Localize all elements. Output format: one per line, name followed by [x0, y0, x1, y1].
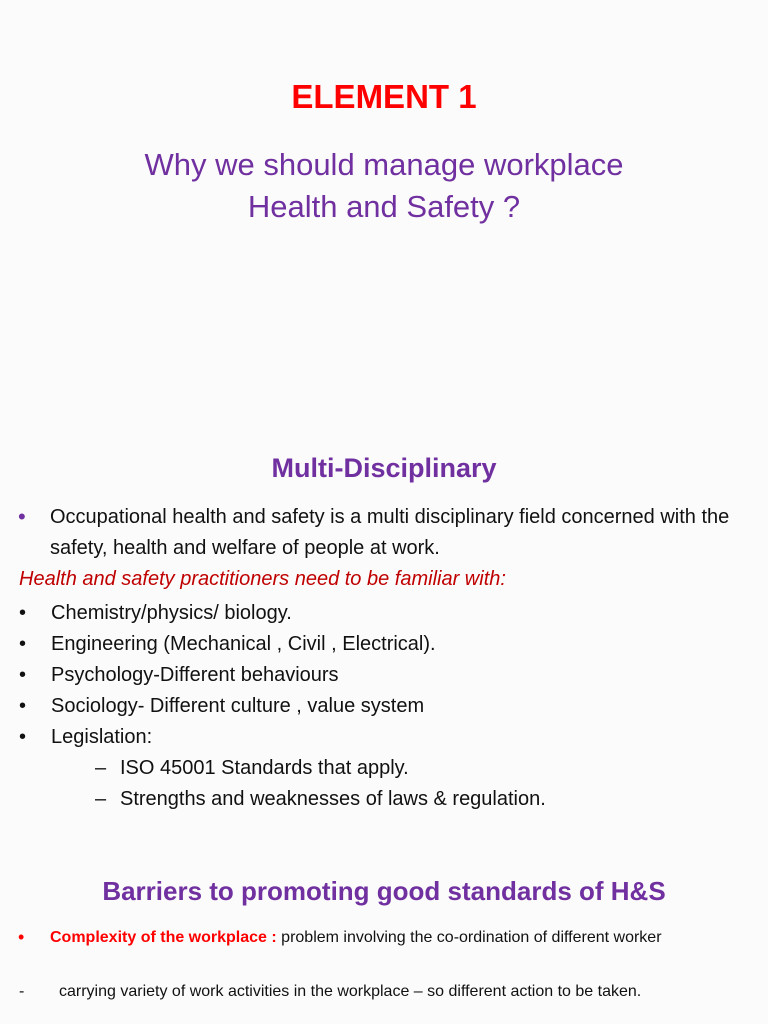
list-item-text: Strengths and weaknesses of laws & regulation.: [120, 788, 546, 810]
list-item: [18, 722, 758, 753]
intro-bullet: •: [18, 504, 26, 529]
dash-text: carrying variety of work activities in the workplace – so different action to be taken.: [59, 983, 642, 1000]
list-marker: –: [95, 788, 107, 810]
list-item-text: Legislation:: [51, 726, 153, 748]
barrier-text-block: [50, 926, 748, 949]
subtitle-line-2: Health and Safety ?: [247, 189, 521, 224]
slide-title-section: [0, 0, 768, 420]
list-item: [18, 691, 758, 722]
list-item-text: Psychology-Different behaviours: [51, 664, 339, 686]
intro-text: Occupational health and safety is a multi disciplinary field concerned with the safety, health and welfare of people at work.: [50, 506, 730, 559]
slide-title: ELEMENT 1: [291, 78, 477, 115]
list-marker: •: [19, 695, 27, 717]
list-marker: –: [95, 757, 107, 779]
subtitle-line-1: Why we should manage workplace: [144, 147, 624, 182]
list-item-text: Engineering (Mechanical , Civil , Electrical).: [51, 633, 436, 655]
list-item: [18, 629, 758, 660]
barrier-bullet-marker: •: [18, 927, 25, 947]
barrier-lead: Complexity of the workplace :: [50, 929, 277, 946]
barrier-dash-item: [19, 980, 749, 1003]
list-item-text: ISO 45001 Standards that apply.: [120, 757, 409, 779]
slide-subtitle: [0, 144, 768, 228]
discipline-list: [18, 598, 758, 815]
list-item-text: Chemistry/physics/ biology.: [51, 602, 292, 624]
barriers-heading: Barriers to promoting good standards of H&S: [102, 876, 666, 906]
list-marker: •: [19, 726, 27, 748]
list-item: [18, 598, 758, 629]
multi-disciplinary-heading: Multi-Disciplinary: [271, 453, 497, 483]
list-subitem: [18, 753, 758, 784]
familiar-with-label: Health and safety practitioners need to be familiar with:: [19, 568, 506, 590]
list-marker: •: [19, 664, 27, 686]
barrier-bullet: [18, 926, 748, 949]
dash-marker: -: [19, 983, 25, 1000]
list-item: [18, 660, 758, 691]
barrier-text: problem involving the co-ordination of different worker: [276, 929, 662, 946]
list-item-text: Sociology- Different culture , value system: [51, 695, 425, 717]
list-marker: •: [19, 602, 27, 624]
list-marker: •: [19, 633, 27, 655]
list-subitem: [18, 784, 758, 815]
intro-paragraph: [18, 502, 748, 564]
